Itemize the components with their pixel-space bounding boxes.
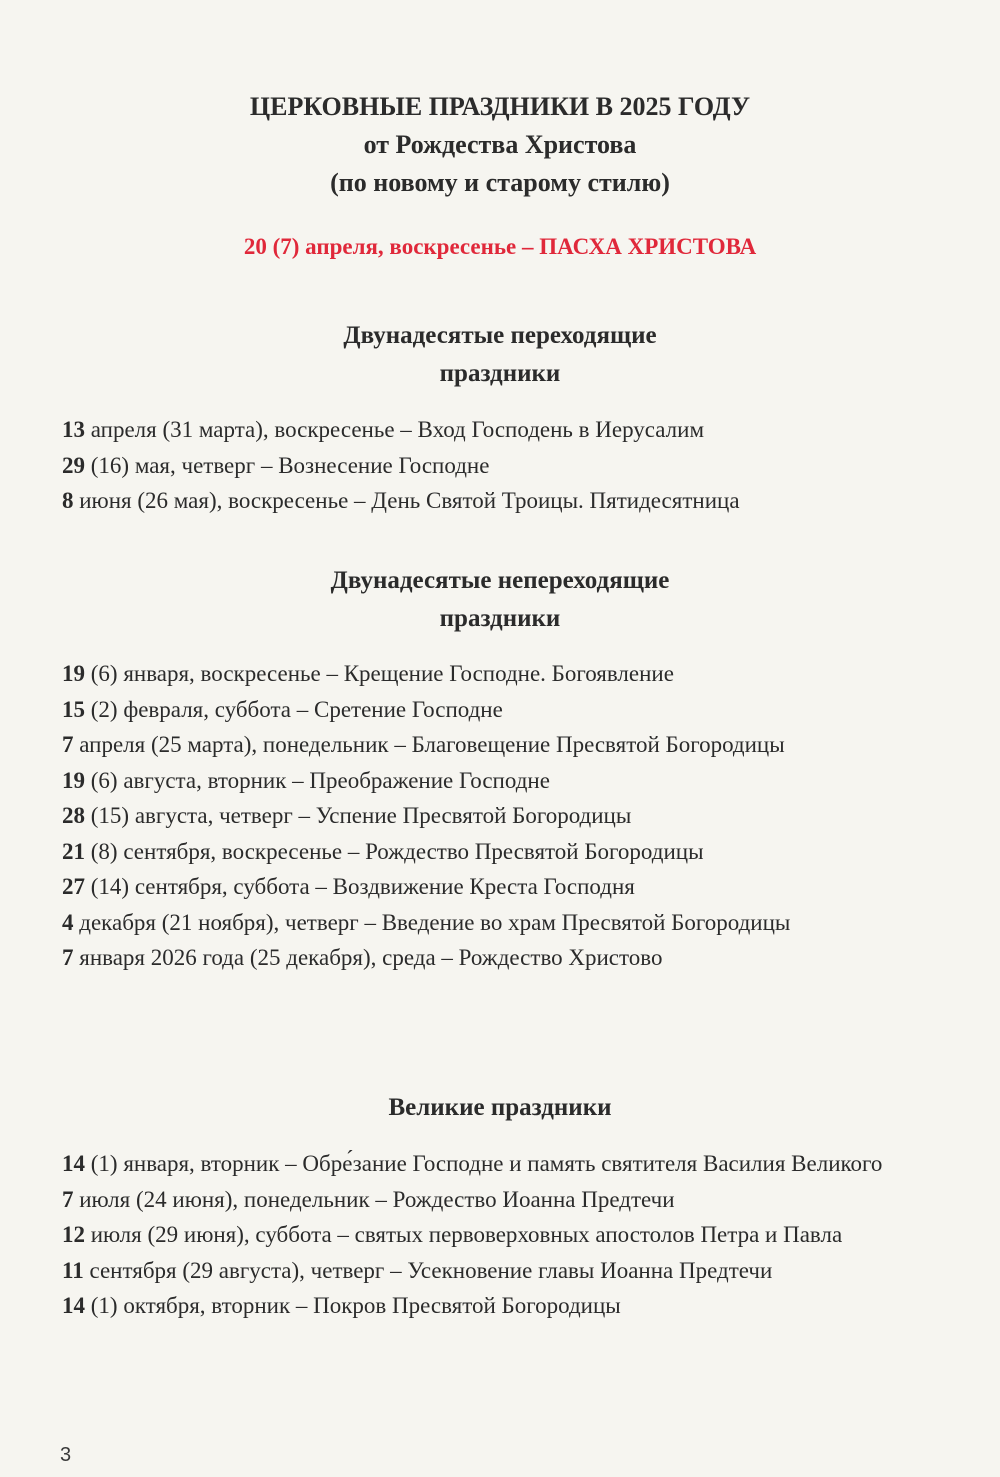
- feast-item: [62, 1217, 917, 1253]
- section-heading-line: Великие праздники: [388, 1094, 612, 1121]
- feast-text: июля (24 июня), понедельник – Рождество Иоанна Предтечи: [73, 1186, 675, 1212]
- feast-day: 14: [62, 1151, 85, 1176]
- feast-list-movable: [62, 412, 917, 519]
- title-line-1: ЦЕРКОВНЫЕ ПРАЗДНИКИ В 2025 ГОДУ: [249, 92, 751, 121]
- feast-day: 21: [62, 838, 85, 864]
- feast-text: июня (26 мая), воскресенье – День Святой Троицы. Пятидесятница: [73, 488, 740, 513]
- feast-text: апреля (25 марта), понедельник – Благовещение Пресвятой Богородицы: [73, 732, 785, 757]
- section-heading-movable: [0, 317, 1000, 393]
- section-heading-fixed: [0, 562, 1000, 638]
- page-number: 3: [60, 1444, 72, 1466]
- feast-text: (2) февраля, суббота – Сретение Господне: [85, 696, 503, 722]
- feast-text: (8) сентября, воскресенье – Рождество Пресвятой Богородицы: [85, 838, 704, 864]
- feast-item: [62, 940, 917, 976]
- section-heading-line: праздники: [439, 605, 561, 632]
- feast-item: [62, 727, 917, 763]
- feast-text: (15) августа, четверг – Успение Пресвятой Богородицы: [85, 803, 632, 828]
- section-heading-line: праздники: [439, 360, 561, 387]
- feast-list-fixed: [62, 656, 917, 976]
- feast-day: 29: [62, 452, 85, 478]
- section-heading-great: [0, 1089, 1000, 1127]
- feast-day: 7: [62, 945, 74, 970]
- title-line-2: от Рождества Христова: [363, 130, 637, 159]
- feast-text: июля (29 июня), суббота – святых первоверховных апостолов Петра и Павла: [85, 1222, 843, 1247]
- feast-item: [62, 483, 917, 519]
- feast-text: декабря (21 ноября), четверг – Введение во храм Пресвятой Богородицы: [73, 909, 791, 935]
- feast-text: (14) сентября, суббота – Воздвижение Креста Господня: [85, 874, 635, 899]
- feast-text: (16) мая, четверг – Вознесение Господне: [85, 452, 490, 478]
- feast-day: 14: [62, 1293, 85, 1318]
- feast-day: 27: [62, 874, 85, 899]
- section-heading-line: Двунадесятые непереходящие: [330, 567, 670, 594]
- feast-day: 11: [62, 1257, 84, 1283]
- section-heading-line: Двунадесятые переходящие: [343, 322, 657, 349]
- feast-item: [62, 1253, 917, 1289]
- feast-day: 19: [62, 767, 85, 793]
- feast-day: 8: [62, 488, 74, 513]
- feast-day: 19: [62, 661, 85, 686]
- page-title: [0, 88, 1000, 202]
- feast-item: [62, 798, 917, 834]
- feast-text: апреля (31 марта), воскресенье – Вход Господень в Иерусалим: [85, 417, 705, 442]
- feast-text: (1) октября, вторник – Покров Пресвятой Богородицы: [85, 1293, 621, 1318]
- feast-text: (6) августа, вторник – Преображение Господне: [85, 767, 550, 793]
- feast-item: [62, 834, 917, 870]
- feast-item: [62, 448, 917, 484]
- feast-day: 4: [62, 909, 74, 935]
- feast-day: 7: [62, 1186, 74, 1212]
- feast-text: (6) января, воскресенье – Крещение Господне. Богоявление: [85, 661, 674, 686]
- feast-item: [62, 1146, 917, 1182]
- feast-day: 12: [62, 1222, 85, 1247]
- feast-item: [62, 869, 917, 905]
- feast-item: [62, 905, 917, 941]
- feast-text: января 2026 года (25 декабря), среда – Рождество Христово: [73, 945, 663, 970]
- feast-day: 7: [62, 732, 74, 757]
- feast-item: [62, 763, 917, 799]
- feast-text: сентября (29 августа), четверг – Усекновение главы Иоанна Предтечи: [83, 1257, 773, 1283]
- feast-item: [62, 692, 917, 728]
- feast-day: 28: [62, 803, 85, 828]
- feast-item: [62, 1182, 917, 1218]
- feast-list-great: [62, 1146, 917, 1324]
- feast-item: [62, 1288, 917, 1324]
- title-line-3: (по новому и старому стилю): [330, 168, 670, 197]
- feast-text: (1) января, вторник – Обре́зание Господне и память святителя Василия Великого: [85, 1151, 883, 1176]
- feast-item: [62, 412, 917, 448]
- easter-date: 20 (7) апреля, воскресенье – ПАСХА ХРИСТОВА: [243, 234, 757, 259]
- feast-day: 15: [62, 696, 85, 722]
- feast-day: 13: [62, 417, 85, 442]
- feast-item: [62, 656, 917, 692]
